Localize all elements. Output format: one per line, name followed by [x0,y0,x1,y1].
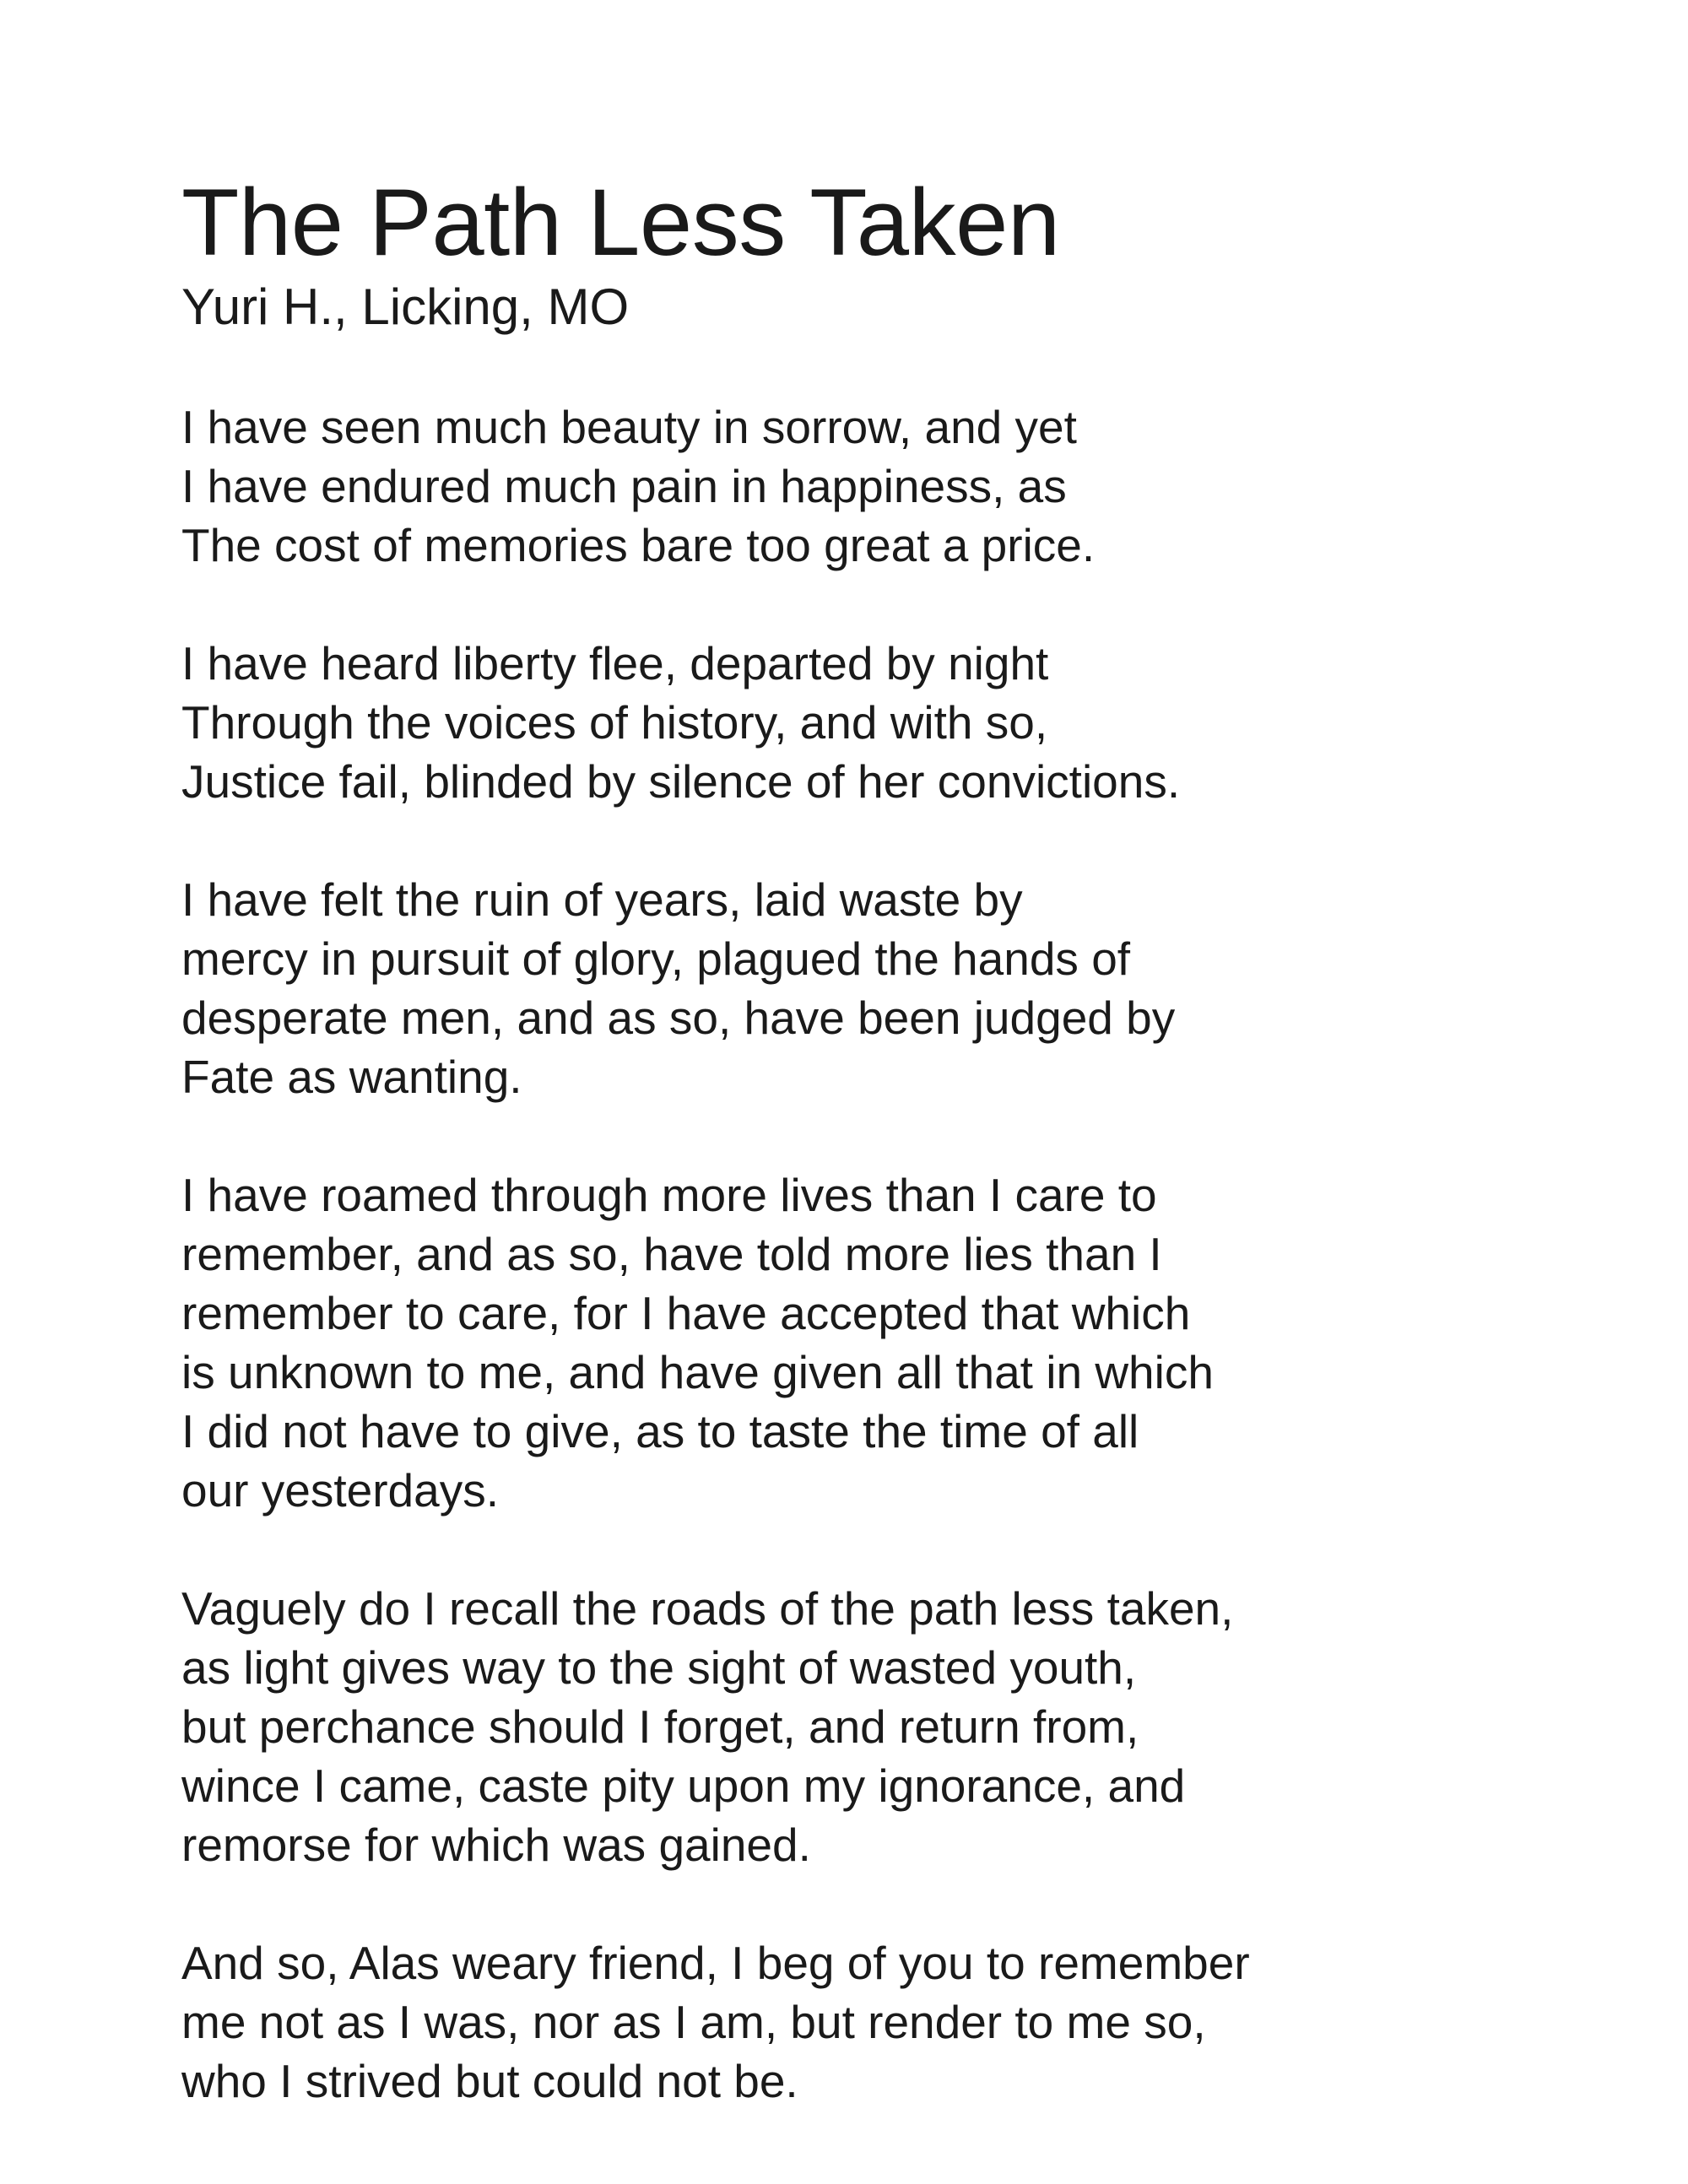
poem-line: Justice fail, blinded by silence of her convictions. [181,755,1181,808]
poem-title: The Path Less Taken [181,170,1060,275]
poem-stanza [181,1933,1574,2111]
poem-stanza [181,870,1574,1106]
poem-line: Vaguely do I recall the roads of the path less taken, [181,1582,1234,1635]
poem-stanza [181,634,1574,811]
poem-line: I have endured much pain in happiness, as [181,460,1067,512]
poem-line: me not as I was, nor as I am, but render to me so, [181,1996,1206,2048]
poem-stanza [181,1165,1574,1520]
poem-line: desperate men, and as so, have been judged by [181,992,1176,1044]
poem-line: wince I came, caste pity upon my ignorance, and [181,1760,1186,1812]
poem-line: Fate as wanting. [181,1051,522,1103]
poem-line: I have roamed through more lives than I care to [181,1169,1157,1221]
poem-line: but perchance should I forget, and return from, [181,1700,1139,1753]
poem-line: remember to care, for I have accepted that which [181,1287,1191,1339]
poem-body [181,397,1574,2111]
poem-stanza [181,397,1574,575]
poem-content [181,170,1574,2111]
poem-stanza [181,1579,1574,1874]
poem-line: who I strived but could not be. [181,2055,798,2107]
poem-line: our yesterdays. [181,1464,500,1516]
poem-line: remorse for which was gained. [181,1819,811,1871]
poem-line: remember, and as so, have told more lies than I [181,1228,1162,1280]
poem-line: And so, Alas weary friend, I beg of you to remember [181,1937,1250,1989]
poem-line: I have seen much beauty in sorrow, and yet [181,401,1077,453]
poem-line: Through the voices of history, and with so, [181,696,1048,749]
poem-line: I did not have to give, as to taste the time of all [181,1405,1139,1457]
poem-line: as light gives way to the sight of wasted youth, [181,1641,1137,1694]
poem-line: I have heard liberty flee, departed by night [181,637,1049,689]
poem-line: The cost of memories bare too great a price. [181,519,1096,571]
poem-line: is unknown to me, and have given all that in which [181,1346,1214,1398]
poem-line: I have felt the ruin of years, laid waste by [181,873,1023,926]
poem-author: Yuri H., Licking, MO [181,278,630,335]
poem-line: mercy in pursuit of glory, plagued the hands of [181,933,1131,985]
